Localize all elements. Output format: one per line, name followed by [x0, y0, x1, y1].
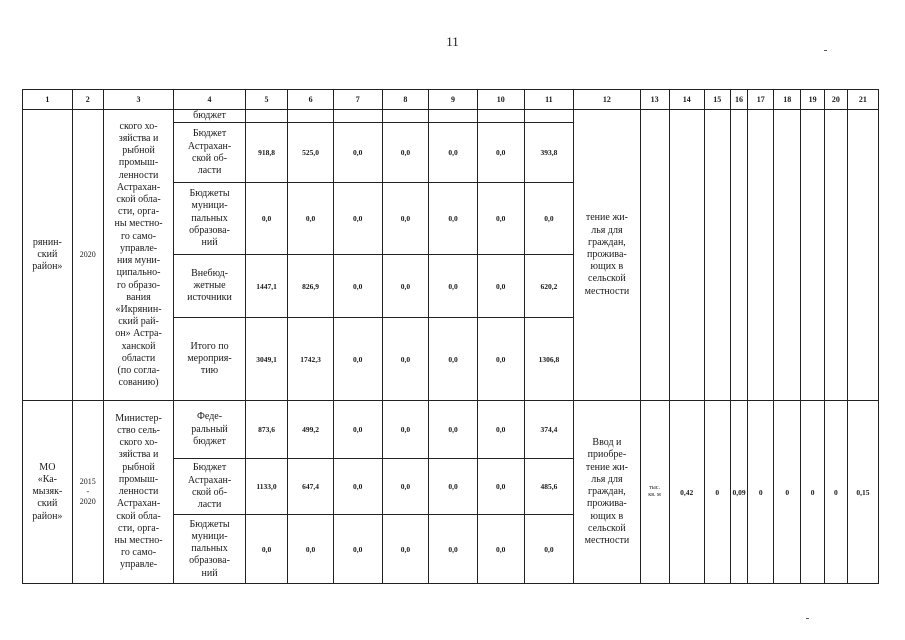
source-cell: [174, 459, 246, 515]
value-cell: 0,0: [429, 459, 478, 515]
value-cell: 0,0: [429, 183, 478, 255]
value-cell: 0,0: [477, 123, 524, 183]
source-text: Феде- ральный бюджет: [191, 411, 228, 447]
value-cell: 1447,1: [245, 255, 287, 318]
header-cell: 1: [23, 90, 73, 110]
value-cell: 0,0: [382, 255, 429, 318]
header-cell: 19: [801, 90, 825, 110]
value-cell: 0,0: [382, 459, 429, 515]
empty-cell: [801, 110, 825, 401]
period-cell: [72, 401, 103, 584]
value-cell: 0,09: [730, 401, 748, 584]
value-cell: 1133,0: [245, 459, 287, 515]
header-cell: 14: [669, 90, 704, 110]
executor-text: Министер- ство сель- ского хо- зяйства и рыбной промыш- ленности Астрахан- ской обла- сти, орга- ны местно- го само- управле-: [114, 412, 163, 571]
source-cell: [174, 255, 246, 318]
header-row: [23, 90, 879, 110]
indicator-cell: [574, 110, 640, 401]
source-cell: [174, 318, 246, 401]
value-cell: 1306,8: [524, 318, 574, 401]
table-row: [23, 110, 879, 123]
executor-cell: [103, 110, 173, 401]
value-cell: [429, 110, 478, 123]
scan-speck: [806, 618, 809, 619]
header-cell: 10: [477, 90, 524, 110]
value-cell: 0: [801, 401, 825, 584]
header-cell: 11: [524, 90, 574, 110]
header-cell: 7: [333, 90, 382, 110]
header-cell: 2: [72, 90, 103, 110]
value-cell: [288, 110, 334, 123]
value-cell: 0,0: [333, 318, 382, 401]
value-cell: 826,9: [288, 255, 334, 318]
indicator-cell: [574, 401, 640, 584]
value-cell: 0,0: [429, 318, 478, 401]
source-text: Бюджеты муници- пальных образова- ний: [189, 188, 230, 248]
value-cell: 0,0: [477, 515, 524, 584]
source-cell: [174, 515, 246, 584]
table-row: [23, 401, 879, 459]
empty-cell: [730, 110, 748, 401]
executor-cell: [103, 401, 173, 584]
header-cell: 6: [288, 90, 334, 110]
empty-cell: [825, 110, 848, 401]
period-text: 2015 - 2020: [79, 477, 96, 507]
empty-cell: [847, 110, 878, 401]
unit-cell: [640, 401, 669, 584]
district-cell: [23, 401, 73, 584]
value-cell: 3049,1: [245, 318, 287, 401]
header-cell: 18: [774, 90, 801, 110]
value-cell: 1742,3: [288, 318, 334, 401]
executor-text: ского хо- зяйства и рыбной промыш- ленности Астрахан- ской обла- сти, орга- ны местно- го само- управле- ния муни- ципально- го образо- вания «Икрянин- ский рай- он» Астра- ханской области (по согла- сованию): [114, 120, 163, 389]
indicator-text: тение жи- лья для граждан, прожива- ющих в сельской местности: [584, 212, 630, 297]
scan-speck: [824, 50, 827, 51]
header-cell: 9: [429, 90, 478, 110]
value-cell: 0,0: [477, 255, 524, 318]
value-cell: 0,0: [288, 183, 334, 255]
value-cell: 0,0: [477, 459, 524, 515]
value-cell: 499,2: [288, 401, 334, 459]
value-cell: 0,0: [333, 459, 382, 515]
header-cell: 15: [704, 90, 730, 110]
indicator-text: Ввод и приобре- тение жи- лья для граждан, прожива- ющих в сельской местности: [584, 437, 630, 546]
budget-table: [22, 89, 879, 584]
header-cell: 17: [748, 90, 774, 110]
value-cell: 0,0: [333, 401, 382, 459]
value-cell: 0,0: [382, 183, 429, 255]
source-text: Бюджет Астрахан- ской об- ласти: [187, 462, 232, 510]
source-cell: [174, 110, 246, 123]
value-cell: 0,0: [382, 515, 429, 584]
source-text: Бюджет Астрахан- ской об- ласти: [187, 128, 232, 176]
district-text: рянин- ский район»: [32, 236, 63, 273]
value-cell: 0,0: [382, 123, 429, 183]
value-cell: 0,0: [382, 401, 429, 459]
header-cell: 4: [174, 90, 246, 110]
value-cell: [524, 110, 574, 123]
value-cell: 0,0: [333, 515, 382, 584]
value-cell: [382, 110, 429, 123]
value-cell: 0,0: [429, 123, 478, 183]
value-cell: 0,0: [333, 123, 382, 183]
header-cell: 13: [640, 90, 669, 110]
value-cell: 0: [704, 401, 730, 584]
value-cell: 485,6: [524, 459, 574, 515]
source-text: бюджет: [193, 110, 226, 121]
value-cell: 0: [774, 401, 801, 584]
period-cell: [72, 110, 103, 401]
empty-cell: [704, 110, 730, 401]
district-text: МО «Ка- мызяк- ский район»: [32, 461, 63, 522]
empty-cell: [640, 110, 669, 401]
value-cell: 0,0: [429, 515, 478, 584]
value-cell: 0,0: [524, 515, 574, 584]
value-cell: [333, 110, 382, 123]
period-text: 2020: [79, 250, 96, 259]
value-cell: 0,0: [288, 515, 334, 584]
page-number: 11: [446, 34, 459, 49]
value-cell: 0: [748, 401, 774, 584]
header-cell: 21: [847, 90, 878, 110]
value-cell: 0,0: [429, 401, 478, 459]
header-cell: 12: [574, 90, 640, 110]
unit-text: тыс. кв. м: [648, 485, 661, 499]
value-cell: 0,0: [245, 183, 287, 255]
value-cell: 620,2: [524, 255, 574, 318]
header-cell: 8: [382, 90, 429, 110]
value-cell: [477, 110, 524, 123]
value-cell: 0,42: [669, 401, 704, 584]
source-cell: [174, 183, 246, 255]
empty-cell: [669, 110, 704, 401]
value-cell: 525,0: [288, 123, 334, 183]
source-cell: [174, 401, 246, 459]
header-cell: 16: [730, 90, 748, 110]
value-cell: 0,0: [524, 183, 574, 255]
value-cell: 393,8: [524, 123, 574, 183]
value-cell: 0,0: [382, 318, 429, 401]
value-cell: 0,0: [245, 515, 287, 584]
value-cell: [245, 110, 287, 123]
value-cell: 0,0: [477, 318, 524, 401]
value-cell: 0,0: [333, 255, 382, 318]
header-cell: 3: [103, 90, 173, 110]
value-cell: 873,6: [245, 401, 287, 459]
source-text: Итого по мероприя- тию: [187, 340, 232, 377]
value-cell: 647,4: [288, 459, 334, 515]
value-cell: 0,0: [429, 255, 478, 318]
value-cell: 374,4: [524, 401, 574, 459]
value-cell: 918,8: [245, 123, 287, 183]
header-cell: 5: [245, 90, 287, 110]
source-text: Внебюд- жетные источники: [187, 267, 232, 304]
empty-cell: [748, 110, 774, 401]
value-cell: 0,15: [847, 401, 878, 584]
source-text: Бюджеты муници- пальных образова- ний: [189, 518, 230, 579]
source-cell: [174, 123, 246, 183]
header-cell: 20: [825, 90, 848, 110]
value-cell: 0: [825, 401, 848, 584]
value-cell: 0,0: [333, 183, 382, 255]
value-cell: 0,0: [477, 183, 524, 255]
district-cell: [23, 110, 73, 401]
value-cell: 0,0: [477, 401, 524, 459]
empty-cell: [774, 110, 801, 401]
